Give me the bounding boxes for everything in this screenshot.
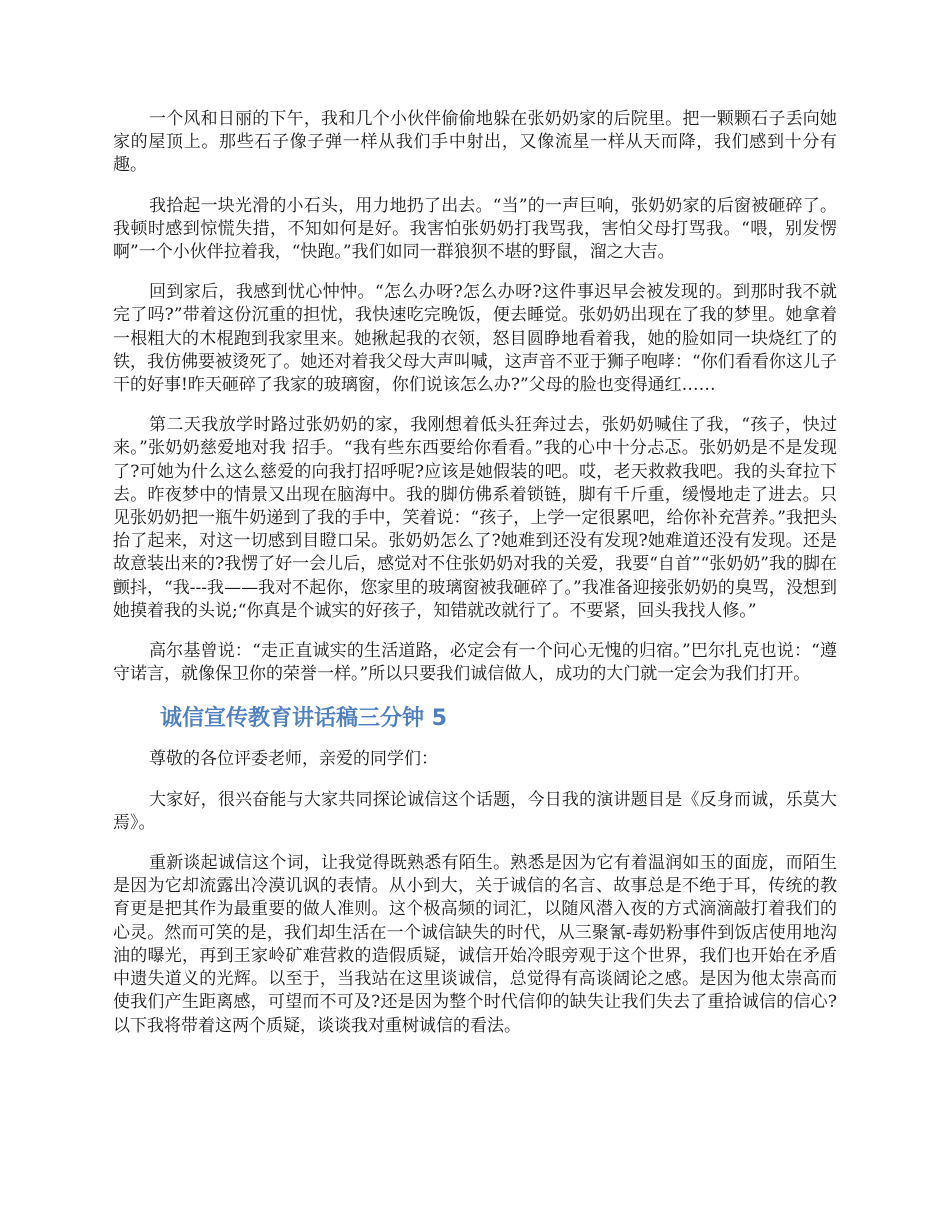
paragraph: 回到家后，我感到忧心忡忡。“怎么办呀?怎么办呀?这件事迟早会被发现的。到那时我不就完了吗?”带着这份沉重的担忧，我快速吃完晚饭，便去睡觉。张奶奶出现在了我的梦里。她拿着一根粗大的木棍跑到我家里来。她揪起我的衣领，怒目圆睁地看着我，她的脸如同一块烧红了的铁，我仿佛要被烫死了。她还对着我父母大声叫喊，这声音不亚于狮子咆哮：“你们看看你这儿子干的好事!昨天砸碎了我家的玻璃窗，你们说该怎么办?”父母的脸也变得通红…… [113,282,837,396]
salutation: 尊敬的各位评委老师，亲爱的同学们： [149,749,438,770]
paragraph: 第二天我放学时路过张奶奶的家，我刚想着低头狂奔过去，张奶奶喊住了我，“孩子，快过来。”张奶奶慈爱地对我 招手。“我有些东西要给你看看。”我的心中十分忐忑。张奶奶是不是发现了?可她为什么这么慈爱的向我打招呼呢?应该是她假装的吧。哎，老天救救我吧。我的头耷拉下去。昨夜梦中的情景又出现在脑海中。我的脚仿佛系着锁链，脚有千斤重，缓慢地走了进去。只见张奶奶把一瓶牛奶递到了我的手中，笑着说：“孩子，上学一定很累吧，给你补充营养。”我把头抬了起来，对这一切感到目瞪口呆。张奶奶怎么了?她难到还没有发现?她难道还没有发现。还是故意装出来的?我愣了好一会儿后，感觉对不住张奶奶对我的关爱，我要“自首”“张奶奶”我的脚在颤抖，“我---我——我对不起你，您家里的玻璃窗被我砸碎了。”我准备迎接张奶奶的臭骂，没想到她摸着我的头说;“你真是个诚实的好孩子，知错就改就行了。不要紧，回头我找人修。” [113,415,837,621]
paragraph: 一个风和日丽的下午，我和几个小伙伴偷偷地躲在张奶奶家的后院里。把一颗颗石子丢向她家的屋顶上。那些石子像子弹一样从我们手中射出，又像流星一样从天而降，我们感到十分有趣。 [113,109,837,176]
paragraph: 大家好，很兴奋能与大家共同探论诚信这个话题，今日我的演讲题目是《反身而诚，乐莫大焉》。 [113,789,837,833]
paragraph: 高尔基曾说：“走正直诚实的生活道路，必定会有一个问心无愧的归宿。”巴尔扎克也说：“遵守诺言，就像保卫你的荣誉一样。”所以只要我们诚信做人，成功的大门就一定会为我们打开。 [113,641,837,685]
paragraph: 重新谈起诚信这个词，让我觉得既熟悉有陌生。熟悉是因为它有着温润如玉的面庞，而陌生是因为它却流露出冷漠讥讽的表情。从小到大，关于诚信的名言、故事总是不绝于耳，传统的教育更是把其作为最重要的做人准则。这个极高频的词汇，以随风潜入夜的方式滴滴敲打着我们的心灵。然而可笑的是，我们却生活在一个诚信缺失的时代，从三聚氰-毒奶粉事件到饭店使用地沟油的曝光，再到王家岭矿难营救的造假质疑，诚信开始冷眼旁观于这个世界，我们也开始在矛盾中遗失道义的光辉。以至于，当我站在这里谈诚信，总觉得有高谈阔论之感。是因为他太崇高而使我们产生距离感，可望而不可及?还是因为整个时代信仰的缺失让我们失去了重拾诚信的信心?以下我将带着这两个质疑，谈谈我对重树诚信的看法。 [113,853,837,1036]
document-page [113,108,837,1055]
paragraph: 我拾起一块光滑的小石头，用力地扔了出去。“当”的一声巨响，张奶奶家的后窗被砸碎了。我顿时感到惊慌失措，不知如何是好。我害怕张奶奶打我骂我，害怕父母打骂我。“喂，别发愣啊”一个小伙伴拉着我，“快跑。”我们如同一群狼狈不堪的野鼠，溜之大吉。 [113,195,837,263]
section-heading: 诚信宣传教育讲话稿三分钟 5 [160,706,447,732]
